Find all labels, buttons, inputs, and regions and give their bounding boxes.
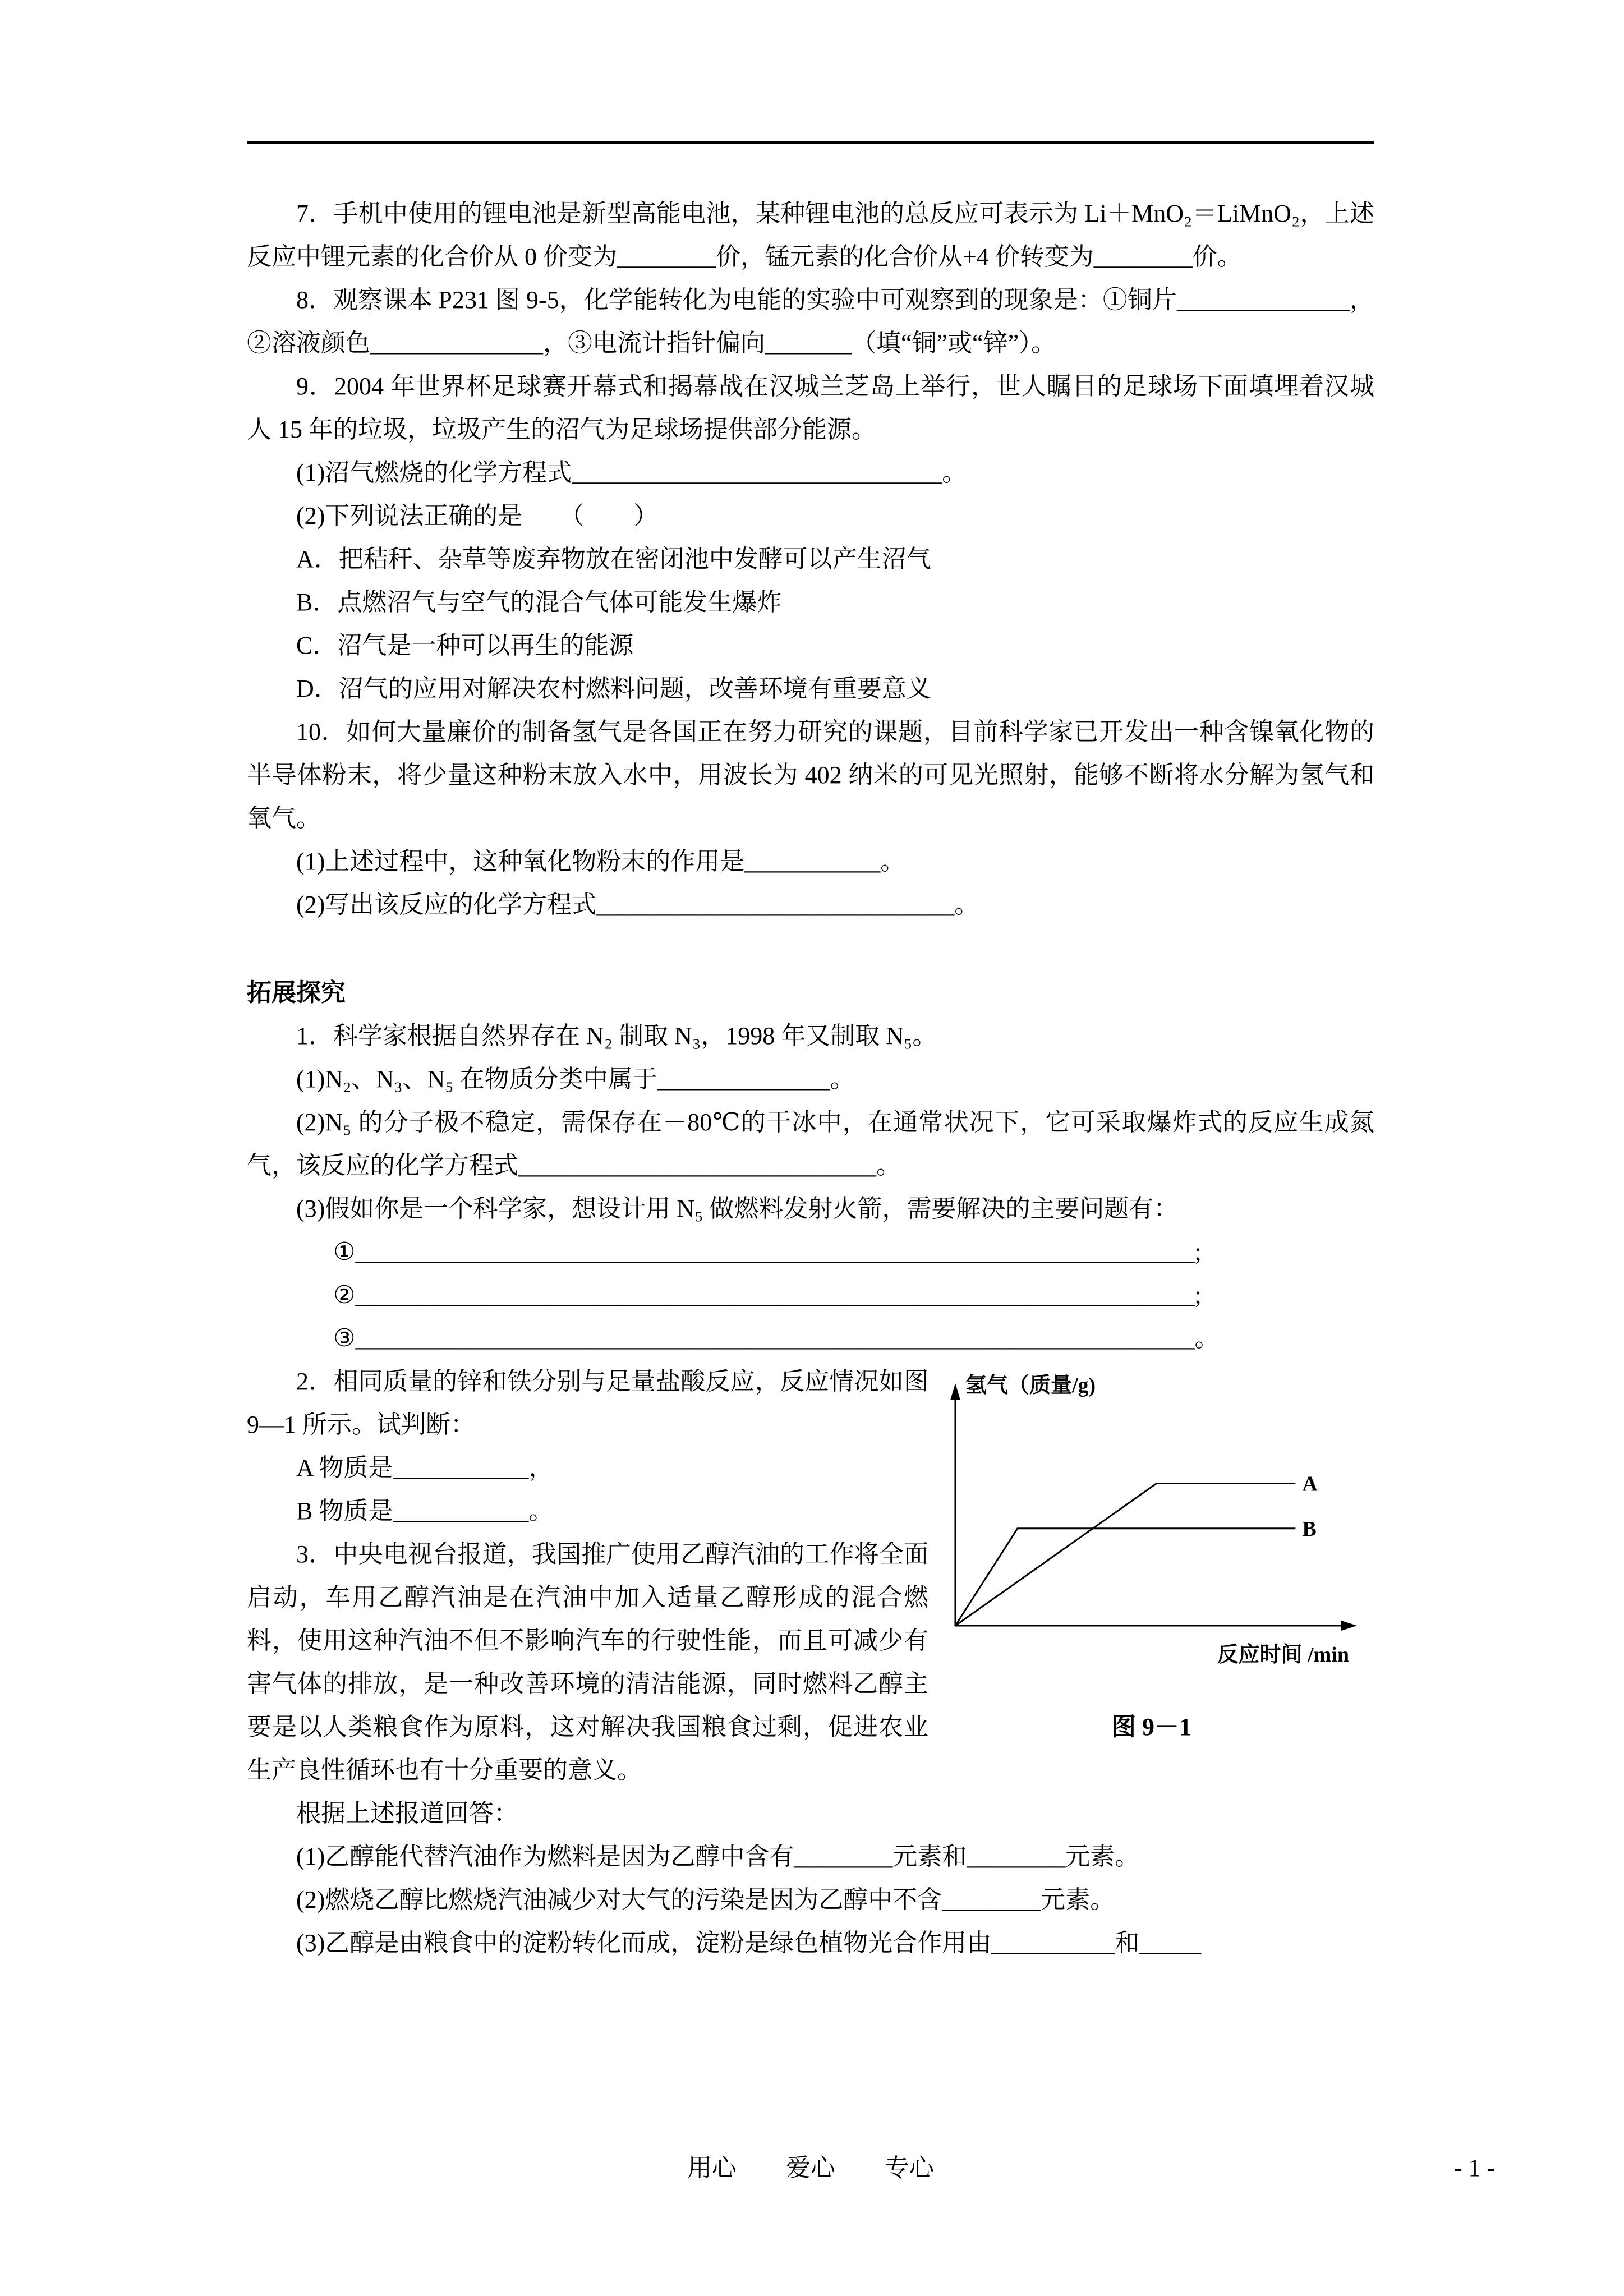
middle-section [247,1360,1374,1792]
footer-motto: 用心 爱心 专心 [687,2154,934,2182]
paragraph: (1)沼气燃烧的化学方程式______________________________。 [296,459,967,486]
x-axis-label: 反应时间 /min [1217,1643,1349,1667]
paragraph: (1)乙醇能代替汽油作为燃料是因为乙醇中含有________元素和________元素。 [296,1843,1140,1870]
top-section [247,192,1374,1360]
paragraph: (3)假如你是一个科学家，想设计用 N₅ 做燃料发射火箭，需要解决的主要问题有： [296,1195,1179,1222]
series-line-A [955,1484,1295,1626]
page-number: - 1 - [1453,2154,1495,2182]
series-label-B: B [1302,1517,1317,1541]
y-axis-arrow-icon [950,1383,960,1400]
paragraph: 3．中央电视台报道，我国推广使用乙醇汽油的工作将全面启动，车用乙醇汽油是在汽油中加入适量乙醇形成的混合燃料，使用这种汽油不但不影响汽车的行驶性能，而且可减少有害气体的排放，是一种改善环境的清洁能源，同时燃料乙醇主要是以人类粮食作为原料，这对解决我国粮食过剩，促进农业生产良性循环也有十分重要的意义。 [247,1540,928,1784]
chart-block [928,1360,1374,1749]
paragraph: A 物质是___________， [296,1454,554,1481]
paragraph: D．沼气的应用对解决农村燃料问题，改善环境有重要意义 [296,675,931,702]
paragraph: A．把秸秆、杂草等废弃物放在密闭池中发酵可以产生沼气 [296,545,931,573]
series-line-B [955,1529,1295,1626]
x-axis-arrow-icon [1341,1621,1357,1631]
paragraph: 2．相同质量的锌和铁分别与足量盐酸反应，反应情况如图 9—1 所示。试判断： [247,1368,928,1438]
y-axis-label: 氢气（质量/g) [965,1374,1096,1397]
hydrogen-mass-vs-time-chart [928,1363,1372,1677]
paragraph: C．沼气是一种可以再生的能源 [296,632,634,659]
series-label-A: A [1302,1472,1318,1496]
paragraph: 7．手机中使用的锂电池是新型高能电池，某种锂电池的总反应可表示为 Li＋MnO₂＝LiMnO₂，上述反应中锂元素的化合价从 0 价变为________价，锰元素的化合价从+4 价转变为________价。 [247,200,1374,270]
paragraph: ①____________________________________________________________________; [333,1238,1202,1266]
paragraph: (3)乙醇是由粮食中的淀粉转化而成，淀粉是绿色植物光合作用由__________和_____ [296,1929,1202,1957]
paragraph: 8．观察课本 P231 图 9-5，化学能转化为电能的实验中可观察到的现象是：①铜片______________，②溶液颜色______________，③电流计指针偏向_______（填“铜”或“锌”）。 [247,286,1374,357]
middle-left-column [247,1360,928,1792]
paragraph: (2)写出该反应的化学方程式_____________________________。 [296,891,979,918]
paragraph: 9．2004 年世界杯足球赛开幕式和揭幕战在汉城兰芝岛上举行，世人瞩目的足球场下面填埋着汉城人 15 年的垃圾，垃圾产生的沼气为足球场提供部分能源。 [247,372,1374,443]
bottom-section [247,1792,1374,1964]
paragraph: 拓展探究 [247,979,346,1006]
figure-caption: 图 9－1 [1111,1713,1191,1741]
paragraph: (2)下列说法正确的是 （ ） [296,502,659,530]
paragraph: (1)N₂、N₃、N₅ 在物质分类中属于______________。 [296,1065,855,1093]
paragraph: 根据上述报道回答： [296,1800,518,1827]
paragraph: B．点燃沼气与空气的混合气体可能发生爆炸 [296,588,782,616]
paragraph: B 物质是___________。 [296,1497,554,1525]
paragraph: ②____________________________________________________________________; [333,1281,1202,1309]
paragraph: (1)上述过程中，这种氧化物粉末的作用是___________。 [296,848,905,875]
paragraph: 10．如何大量廉价的制备氢气是各国正在努力研究的课题，目前科学家已开发出一种含镍氧化物的半导体粉末，将少量这种粉末放入水中，用波长为 402 纳米的可见光照射，能够不断将水分解为氢气和氧气。 [247,718,1374,832]
paragraph: (2)N₅ 的分子极不稳定，需保存在－80℃的干冰中，在通常状况下，它可采取爆炸式的反应生成氮气，该反应的化学方程式_____________________________。 [247,1108,1374,1179]
header-rule [247,141,1374,144]
paragraph: ③____________________________________________________________________。 [333,1324,1220,1352]
paragraph: 1．科学家根据自然界存在 N₂ 制取 N₃，1998 年又制取 N₅。 [296,1022,937,1050]
paragraph: (2)燃烧乙醇比燃烧汽油减少对大气的污染是因为乙醇中不含________元素。 [296,1886,1115,1913]
chart-series-group [955,1473,1318,1626]
